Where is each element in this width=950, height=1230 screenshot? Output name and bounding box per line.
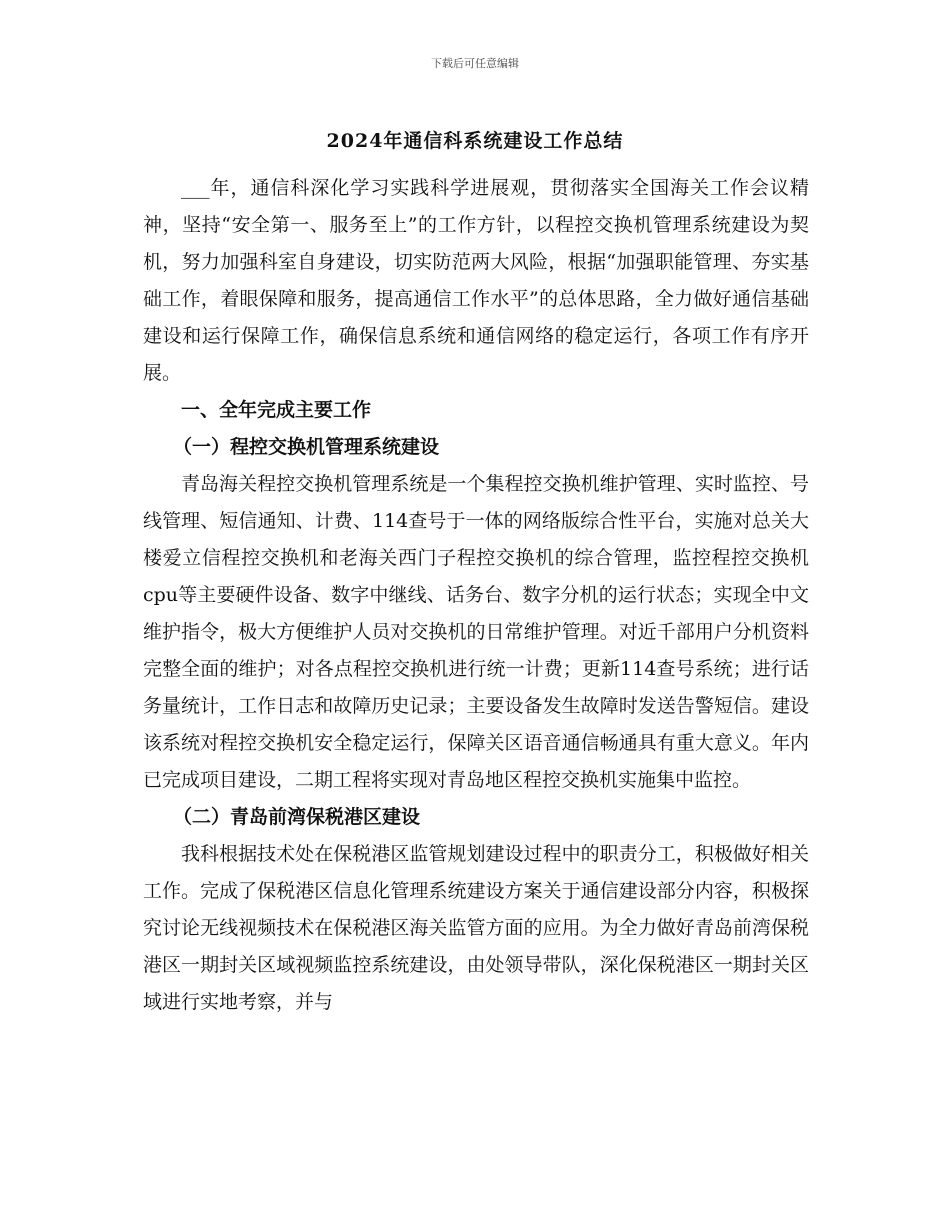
section-heading-1: 一、全年完成主要工作 — [181, 399, 372, 421]
subsection-2-paragraph: 我科根据技术处在保税港区监管规划建设过程中的职责分工，积极做好相关工作。完成了保税港区信息化管理系统建设方案关于通信建设部分内容，积极探究讨论无线视频技术在保税港区海关监管方面的应用。为全力做好青岛前湾保税港区一期封关区域视频监控系统建设，由处领导带队，深化保税港区一期封关区域进行实地考察，并与 — [143, 843, 809, 1013]
document-body — [143, 170, 809, 1021]
document-title: 2024年通信科系统建设工作总结 — [326, 130, 624, 152]
subsection-heading-1: （一）程控交换机管理系统建设 — [173, 436, 440, 458]
subsection-heading-2: （二）青岛前湾保税港区建设 — [173, 806, 421, 828]
intro-paragraph: ___年，通信科深化学习实践科学进展观，贯彻落实全国海关工作会议精神，坚持“安全第一、服务至上”的工作方针，以程控交换机管理系统建设为契机，努力加强科室自身建设，切实防范两大风险，根据“加强职能管理、夯实基础工作，着眼保障和服务，提高通信工作水平”的总体思路，全力做好通信基础建设和运行保障工作，确保信息系统和通信网络的稳定运行，各项工作有序开展。 — [143, 177, 809, 384]
page-header-note: 下载后可任意编辑 — [431, 57, 519, 70]
subsection-1-paragraph: 青岛海关程控交换机管理系统是一个集程控交换机维护管理、实时监控、号线管理、短信通知、计费、114查号于一体的网络版综合性平台，实施对总关大楼爱立信程控交换机和老海关西门子程控交换机的综合管理，监控程控交换机cpu等主要硬件设备、数字中继线、话务台、数字分机的运行状态；实现全中文维护指令，极大方便维护人员对交换机的日常维护管理。对近千部用户分机资料完整全面的维护；对各点程控交换机进行统一计费；更新114查号系统；进行话务量统计，工作日志和故障历史记录；主要设备发生故障时发送告警短信。建设该系统对程控交换机安全稳定运行，保障关区语音通信畅通具有重大意义。年内已完成项目建设，二期工程将实现对青岛地区程控交换机实施集中监控。 — [143, 473, 809, 791]
